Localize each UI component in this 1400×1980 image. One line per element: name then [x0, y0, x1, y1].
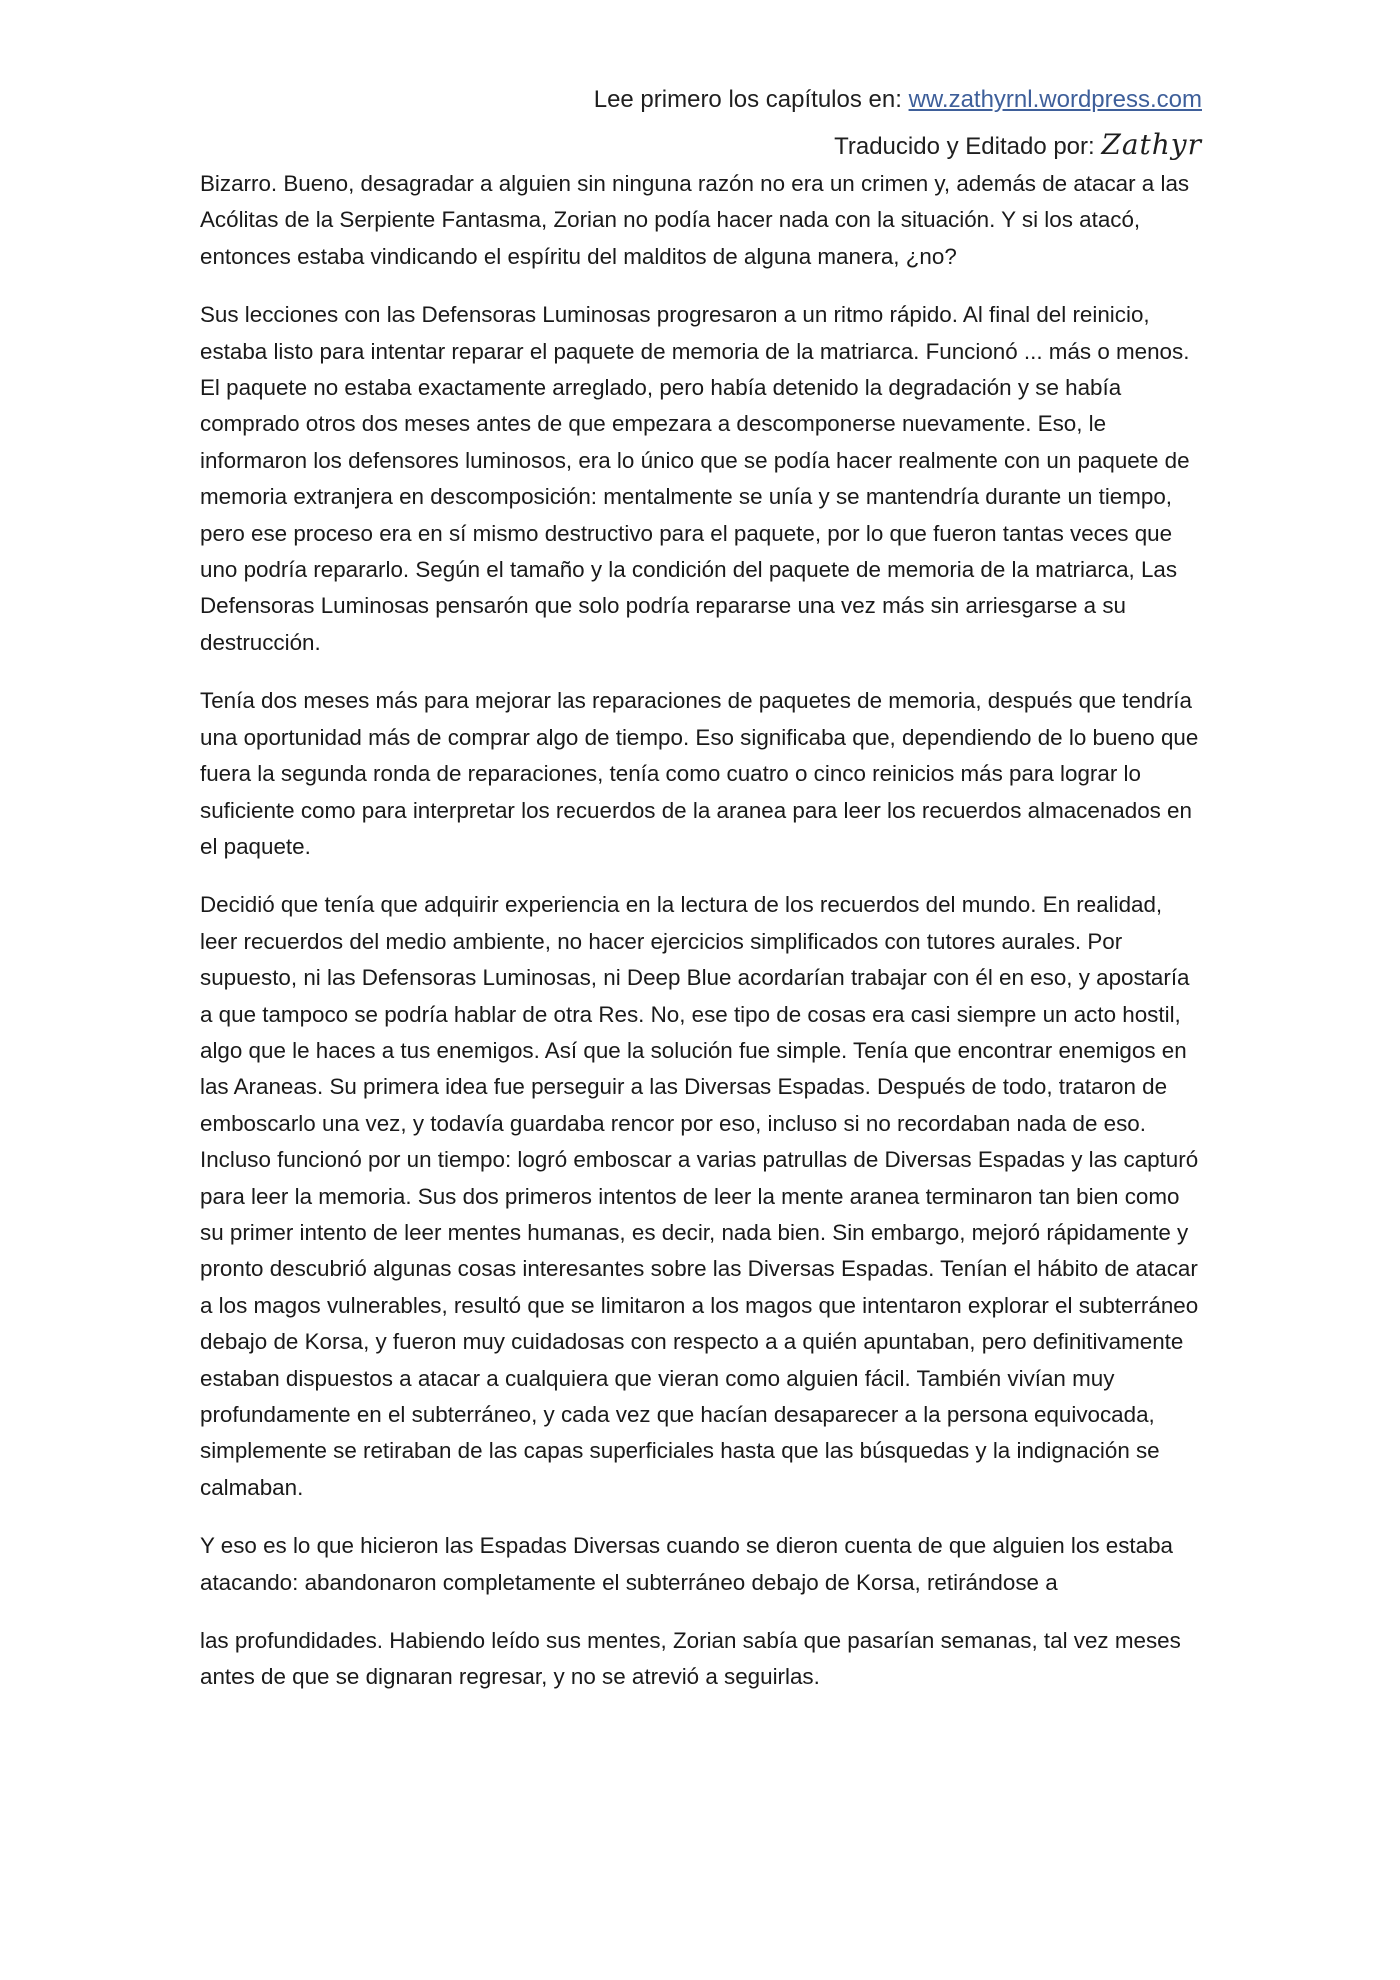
header-credits [834, 128, 1202, 161]
translator-signature: Zathyr [1101, 128, 1202, 161]
paragraph: Y eso es lo que hicieron las Espadas Diversas cuando se dieron cuenta de que alguien los estaba atacando: abandonaron completamente el subterráneo debajo de Korsa, retirándose a [200, 1533, 1173, 1595]
document-body [200, 166, 1205, 1718]
paragraph: Tenía dos meses más para mejorar las reparaciones de paquetes de memoria, después que tendría una oportunidad más de comprar algo de tiempo. Eso significaba que, dependiendo de lo bueno que fuera la segunda ronda de reparaciones, tenía como cuatro o cinco reinicios más para lograr lo suficiente como para interpretar los recuerdos de la aranea para leer los recuerdos almacenados en el paquete. [200, 688, 1199, 859]
paragraph: Decidió que tenía que adquirir experiencia en la lectura de los recuerdos del mundo. En realidad, leer recuerdos del medio ambiente, no hacer ejercicios simplificados con tutores aurales. Por supuesto, ni las Defensoras Luminosas, ni Deep Blue acordarían trabajar con él en eso, y apostaría a que tampoco se podría hablar de otra Res. No, ese tipo de cosas era casi siempre un acto hostil, algo que le haces a tus enemigos. Así que la solución fue simple. Tenía que encontrar enemigos en las Araneas. Su primera idea fue perseguir a las Diversas Espadas. Después de todo, trataron de emboscarlo una vez, y todavía guardaba rencor por eso, incluso si no recordaban nada de eso. Incluso funcionó por un tiempo: logró emboscar a varias patrullas de Diversas Espadas y las capturó para leer la memoria. Sus dos primeros intentos de leer la mente aranea terminaron tan bien como su primer intento de leer mentes humanas, es decir, nada bien. Sin embargo, mejoró rápidamente y pronto descubrió algunas cosas interesantes sobre las Diversas Espadas. Tenían el hábito de atacar a los magos vulnerables, resultó que se limitaron a los magos que intentaron explorar el subterráneo debajo de Korsa, y fueron muy cuidadosas con respecto a a quién apuntaban, pero definitivamente estaban dispuestos a atacar a cualquiera que vieran como alguien fácil. También vivían muy profundamente en el subterráneo, y cada vez que hacían desaparecer a la persona equivocada, simplemente se retiraban de las capas superficiales hasta que las búsquedas y la indignación se calmaban. [200, 892, 1199, 1500]
header-read-first [594, 86, 1202, 114]
paragraph: Bizarro. Bueno, desagradar a alguien sin ninguna razón no era un crimen y, además de atacar a las Acólitas de la Serpiente Fantasma, Zorian no podía hacer nada con la situación. Y si los atacó, entonces estaba vindicando el espíritu del malditos de alguna manera, ¿no? [200, 171, 1190, 269]
paragraph: Sus lecciones con las Defensoras Luminosas progresaron a un ritmo rápido. Al final del reinicio, estaba listo para intentar reparar el paquete de memoria de la matriarca. Funcionó ... más o menos. El paquete no estaba exactamente arreglado, pero había detenido la degradación y se había comprado otros dos meses antes de que empezara a descomponerse nuevamente. Eso, le informaron los defensores luminosos, era lo único que se podía hacer realmente con un paquete de memoria extranjera en descomposición: mentalmente se unía y se mantendría durante un tiempo, pero ese proceso era en sí mismo destructivo para el paquete, por lo que fueron tantas veces que uno podría repararlo. Según el tamaño y la condición del paquete de memoria de la matriarca, Las Defensoras Luminosas pensarón que solo podría repararse una vez más sin arriesgarse a su destrucción. [200, 302, 1190, 655]
header-read-first-label: Lee primero los capítulos en: [593, 86, 909, 113]
paragraph: las profundidades. Habiendo leído sus mentes, Zorian sabía que pasarían semanas, tal vez meses antes de que se dignaran regresar, y no se atrevió a seguirlas. [200, 1628, 1181, 1690]
header-credits-label: Traducido y Editado por: [834, 133, 1102, 160]
website-link[interactable]: ww.zathyrnl.wordpress.com [908, 86, 1202, 113]
